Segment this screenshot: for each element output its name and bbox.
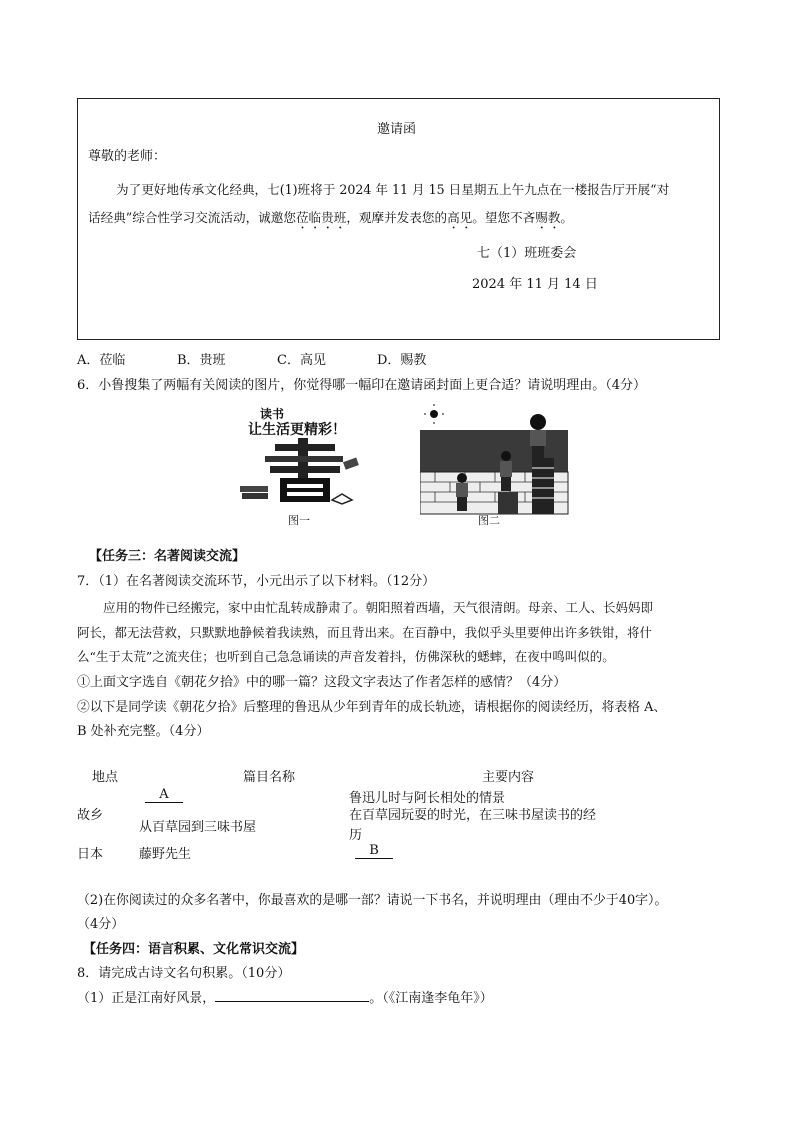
table-row1-content: 鲁迅儿时与阿长相处的情景 (349, 791, 506, 806)
option-c: C．高见 (277, 353, 326, 368)
table-header-title: 篇目名称 (243, 770, 296, 785)
table-row3-title: 藤野先生 (139, 847, 192, 862)
task-4-heading: 【任务四：语言积累、文化常识交流】 (83, 942, 305, 957)
dotted-word-gaojian: 高见 (447, 210, 473, 225)
body-text: 话经典”综合性学习交流活动，诚邀您 (88, 210, 296, 225)
dotted-word-guiban: 贵班 (321, 210, 347, 225)
invitation-body-line2 (88, 207, 573, 232)
dotted-word-lailin: 莅临 (295, 210, 322, 225)
table-row2-content-line-2: 历 (349, 828, 363, 843)
table-header-content: 主要内容 (482, 770, 535, 785)
question-8-1-prefix: （1）正是江南好风景， (77, 991, 216, 1006)
passage-line-1: 应用的物件已经搬完，家中由忙乱转成静肃了。朝阳照着西墙，天气很清朗。母亲、工人、长妈妈即 (103, 600, 654, 615)
invitation-date: 2024 年 11 月 14 日 (472, 277, 598, 292)
question-8-1-suffix: 。（《江南逢李龟年》） (369, 991, 493, 1006)
figure-1-text-top: 读书 (260, 407, 285, 421)
invitation-signature: 七（1）班班委会 (477, 246, 577, 261)
passage-line-3: 么“生于太荒”之流夹住；也听到自己急急诵读的声音发着抖，仿佛深秋的蟋蟀，在夜中鸣叫似的。 (77, 649, 615, 664)
body-text: 。 (560, 210, 574, 225)
task-3-heading: 【任务三：名著阅读交流】 (89, 549, 246, 564)
table-row2-title: 从百草园到三味书屋 (139, 820, 257, 835)
question-8-1 (77, 987, 493, 1006)
option-b: B．贵班 (177, 353, 226, 368)
figure-2-caption: 图二 (478, 514, 500, 527)
figure-1-reading-illustration (240, 404, 370, 529)
invitation-salutation: 尊敬的老师： (88, 149, 167, 164)
question-7-sub-1: ①上面文字选自《朝花夕拾》中的哪一篇？这段文字表达了作者怎样的感情？（4分） (77, 675, 567, 690)
table-place-japan: 日本 (77, 847, 104, 862)
option-d: D．赐教 (377, 353, 427, 368)
figure-1-caption: 图一 (288, 514, 310, 527)
invitation-title: 邀请函 (377, 122, 417, 137)
option-a: A．莅临 (77, 353, 126, 368)
dotted-word-cijiao: 赐教 (535, 210, 561, 225)
question-7-1: 7．（1）在名著阅读交流环节，小元出示了以下材料。（12分） (77, 574, 436, 589)
figure-1-text-main: 让生活更精彩！ (248, 422, 346, 438)
table-place-hometown: 故乡 (77, 808, 104, 823)
question-7-2-line-1: （2)在你阅读过的众多名著中，你最喜欢的是哪一部？请说一下书名，并说明理由（理由不少于40字）。 (77, 893, 668, 908)
body-text: 。望您不吝 (472, 210, 536, 225)
invitation-body-line1: 为了更好地传承文化经典，七(1)班将于 2024 年 11 月 15 日星期五上午九点在一楼报告厅开展“对 (116, 182, 670, 197)
figure-2-wall-illustration (420, 404, 570, 529)
question-7-sub-2-line-1: ②以下是同学读《朝花夕拾》后整理的鲁迅从少年到青年的成长轨迹，请根据你的阅读经历，将表格 A、 (77, 700, 667, 715)
body-text: ，观摩并发表您的 (346, 210, 448, 225)
table-row2-content-line-1: 在百草园玩耍的时光，在三味书屋读书的经 (349, 808, 597, 823)
question-7-sub-2-line-2: B 处补充完整。（4分） (77, 724, 210, 739)
table-header-place: 地点 (92, 770, 119, 785)
passage-line-2: 阿长，都无法营救，只默默地静候着我读熟，而且背出来。在百静中，我似乎头里要伸出许多铁钳，将什 (77, 625, 653, 640)
table-blank-a: A (145, 787, 183, 803)
question-8: 8．请完成古诗文名句积累。（10分） (77, 966, 291, 981)
table-blank-b: B (355, 843, 393, 859)
question-7-2-line-2: （4分） (77, 917, 125, 932)
answer-blank[interactable] (215, 988, 369, 1002)
question-6: 6．小鲁搜集了两幅有关阅读的图片，你觉得哪一幅印在邀请函封面上更合适？请说明理由。（4分） (77, 378, 647, 393)
